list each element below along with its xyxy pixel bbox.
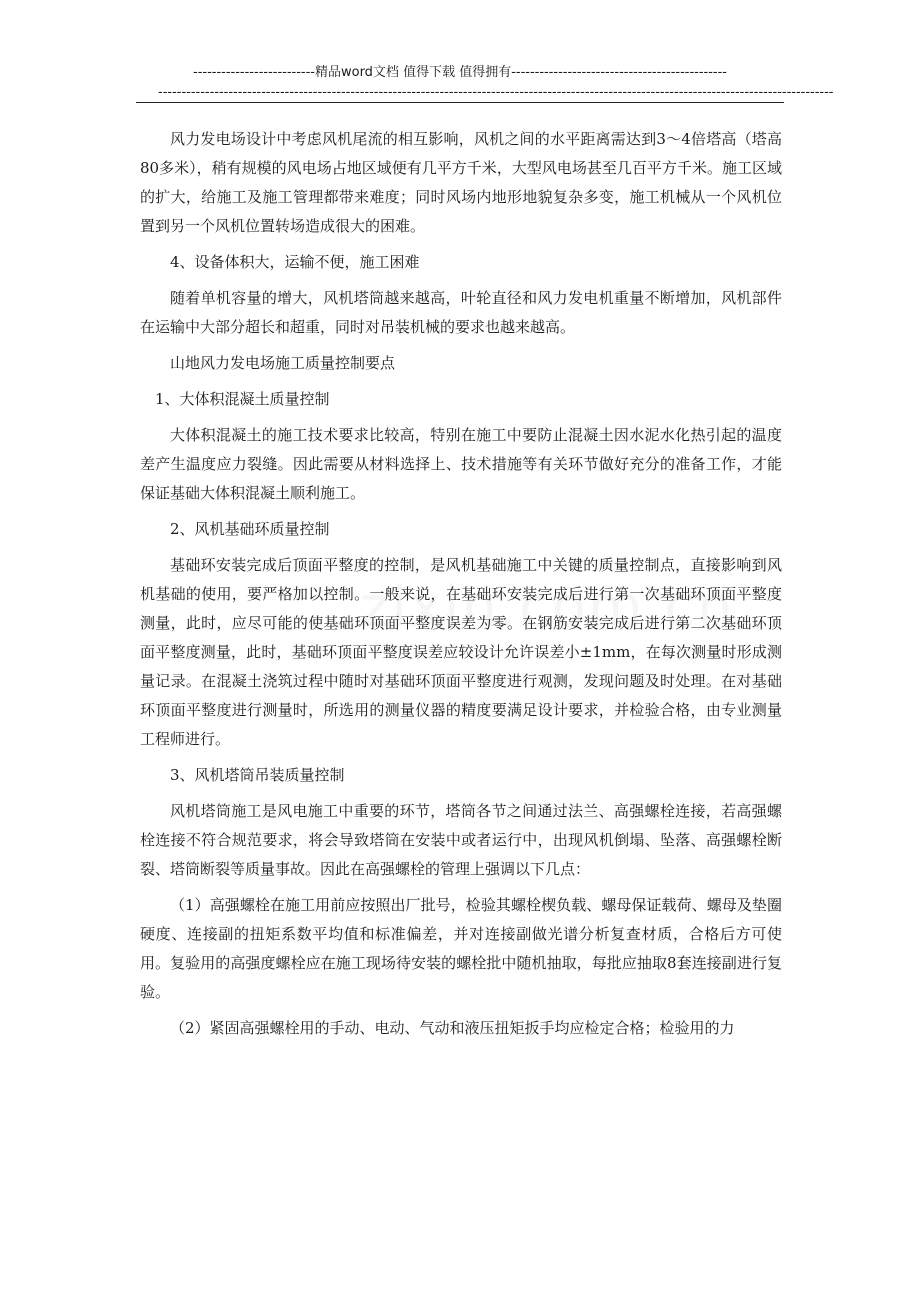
paragraph: 大体积混凝土的施工技术要求比较高，特别在施工中要防止混凝土因水泥水化热引起的温度差产生温度应力裂缝。因此需要从材料选择上、技术措施等有关环节做好充分的准备工作，才能保证基础大体积混凝土顺利施工。	[140, 426, 782, 502]
section-heading: 1、大体积混凝土质量控制	[155, 390, 330, 408]
section-heading: 山地风力发电场施工质量控制要点	[170, 354, 396, 372]
paragraph: 风力发电场设计中考虑风机尾流的相互影响，风机之间的水平距离需达到3～4倍塔高（塔高80多米），稍有规模的风电场占地区域便有几平方千米，大型风电场甚至几百平方千米。施工区域的扩大，给施工及施工管理都带来难度；同时风场内地形地貌复杂多变，施工机械从一个风机位置到另一个风机位置转场造成很大的困难。	[140, 130, 782, 235]
section-heading: 2、风机基础环质量控制	[170, 520, 330, 538]
paragraph: 随着单机容量的增大，风机塔筒越来越高，叶轮直径和风力发电机重量不断增加，风机部件在运输中大部分超长和超重，同时对吊装机械的要求也越来越高。	[140, 289, 782, 336]
paragraph: 基础环安装完成后顶面平整度的控制，是风机基础施工中关键的质量控制点，直接影响到风机基础的使用，要严格加以控制。一般来说，在基础环安装完成后进行第一次基础环顶面平整度测量，此时，应尽可能的使基础环顶面平整度误差为零。在钢筋安装完成后进行第二次基础环顶面平整度测量，此时，基础环顶面平整度误差应较设计允许误差小±1mm，在每次测量时形成测量记录。在混凝土浇筑过程中随时对基础环顶面平整度进行观测，发现问题及时处理。在对基础环顶面平整度进行测量时，所选用的测量仪器的精度要满足设计要求，并检验合格，由专业测量工程师进行。	[140, 556, 782, 748]
page-header-dashes: ------------------------------------------------------------------------------------------------------------------------------------------------	[158, 85, 834, 100]
section-heading: 4、设备体积大，运输不便，施工困难	[170, 253, 420, 271]
paragraph: 风机塔筒施工是风电施工中重要的环节，塔筒各节之间通过法兰、高强螺栓连接，若高强螺栓连接不符合规范要求，将会导致塔筒在安装中或者运行中，出现风机倒塌、坠落、高强螺栓断裂、塔筒断裂等质量事故。因此在高强螺栓的管理上强调以下几点：	[140, 802, 782, 878]
page-header-banner: --------------------------精品word文档 值得下载 值得拥有----------------------------------------------	[193, 65, 727, 80]
paragraph: （1）高强螺栓在施工用前应按照出厂批号，检验其螺栓楔负载、螺母保证载荷、螺母及垫圈硬度、连接副的扭矩系数平均值和标准偏差，并对连接副做光谱分析复查材质，合格后方可使用。复验用的高强度螺栓应在施工现场待安装的螺栓批中随机抽取，每批应抽取8套连接副进行复验。	[140, 896, 782, 1001]
paragraph: （2）紧固高强螺栓用的手动、电动、气动和液压扭矩扳手均应检定合格；检验用的力	[170, 1019, 735, 1037]
section-heading: 3、风机塔筒吊装质量控制	[170, 766, 345, 784]
document-body	[140, 125, 782, 1050]
header-divider	[136, 102, 784, 103]
